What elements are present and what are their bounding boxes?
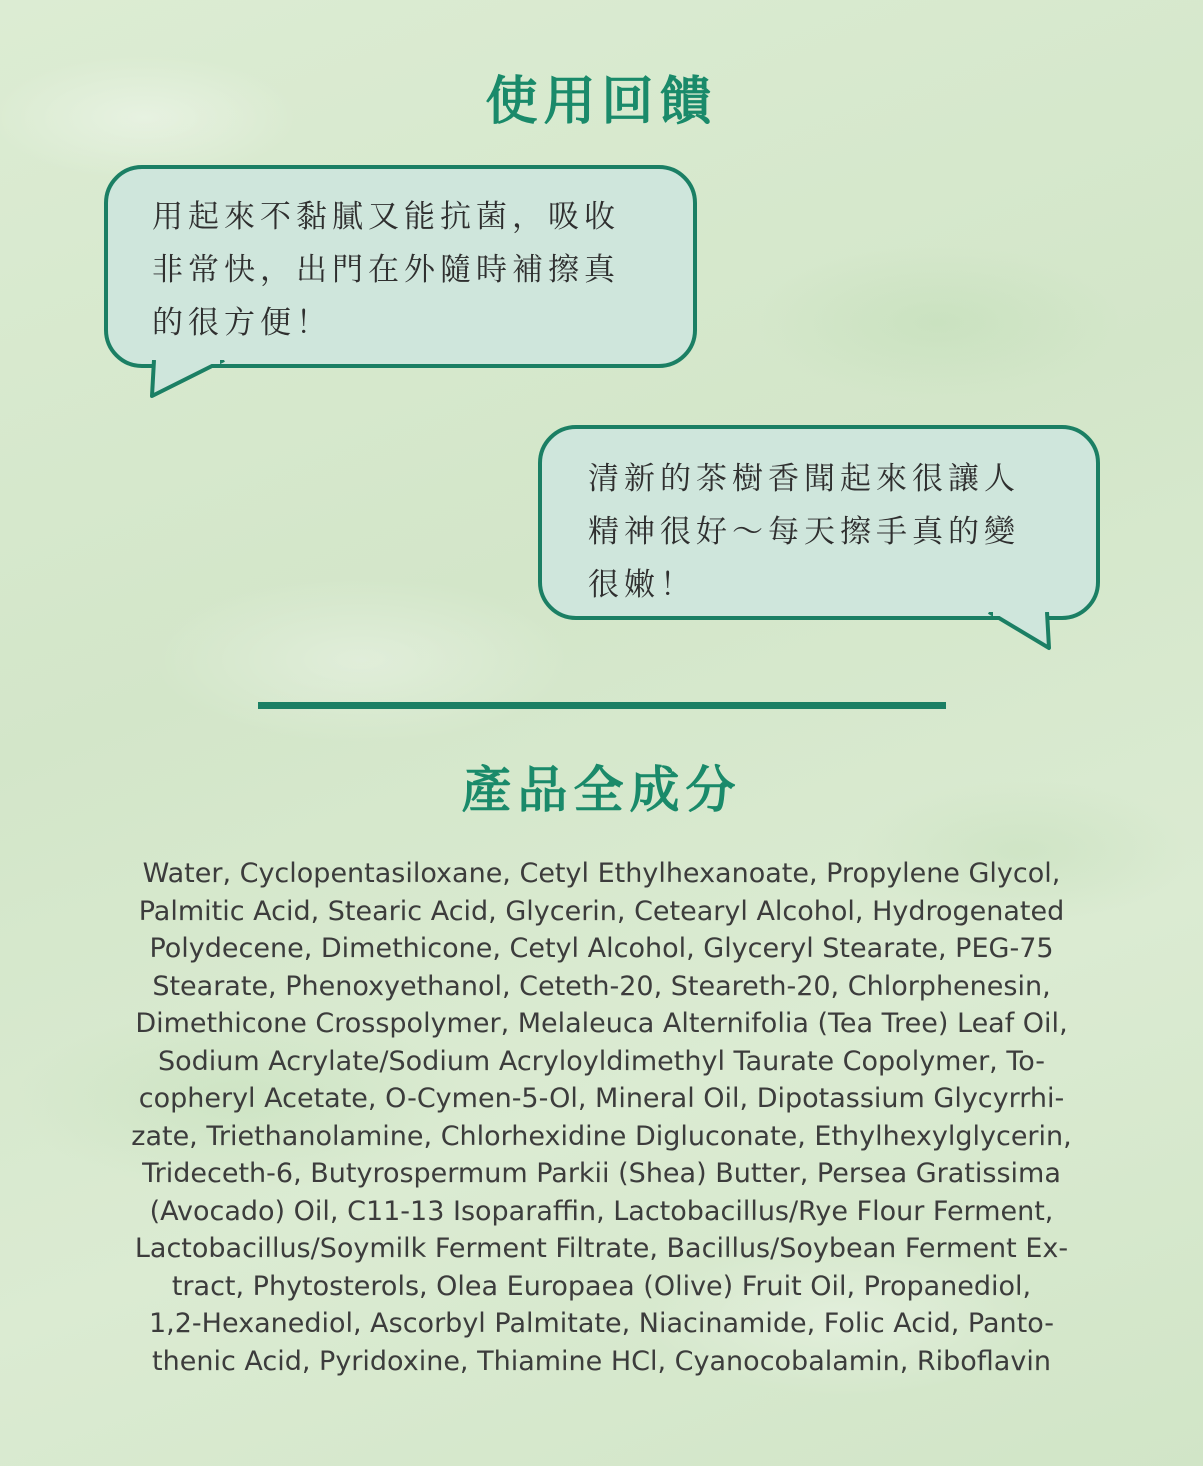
ingredients-section-title: 產品全成分 <box>461 761 742 819</box>
section-divider <box>258 702 946 709</box>
feedback-2-text: 清新的茶樹香聞起來很讓人 精神很好～每天擦手真的變 很嫩！ <box>588 461 1020 603</box>
speech-bubble-tail-1 <box>146 360 236 402</box>
speech-bubble-feedback-1 <box>104 165 697 368</box>
speech-bubble-tail-2 <box>985 612 1060 652</box>
speech-bubble-feedback-2 <box>538 425 1100 620</box>
feedback-section-title: 使用回饋 <box>485 72 718 132</box>
ingredients-list: Water, Cyclopentasiloxane, Cetyl Ethylhexanoate, Propylene Glycol, Palmitic Acid, Stearic Acid, Glycerin, Cetearyl Alcohol, Hydrogenated Polydecene, Dimethicone, Cetyl Alcohol, Glyceryl Stearate, PEG-75 Stearate, Phenoxyethanol, Ceteth-20, Steareth-20, Chlorphenesin, Dimethicone Crosspolymer, Melaleuca Alternifolia (Tea Tree) Leaf Oil, Sodium Acrylate/Sodium Acryloyldimethyl Taurate Copolymer, To- copheryl Acetate, O-Cymen-5-Ol, Mineral Oil, Dipotassium Glycyrrhi- zate, Triethanolamine, Chlorhexidine Digluconate, Ethylhexylglycerin, Trideceth-6, Butyrospermum Parkii (Shea) Butter, Persea Gratissima (Avocado) Oil, C11-13 Isoparaffin, Lactobacillus/Rye Flour Ferment, Lactobacillus/Soymilk Ferment Filtrate, Bacillus/Soybean Ferment Ex- tract, Phytosterols, Olea Europaea (Olive) Fruit Oil, Propanediol, 1,2-Hexanediol, Ascorbyl Palmitate, Niacinamide, Folic Acid, Panto- thenic Acid, Pyridoxine, Thiamine HCl, Cyanocobalamin, Riboflavin <box>131 858 1072 1377</box>
feedback-1-text: 用起來不黏膩又能抗菌，吸收 非常快，出門在外隨時補擦真 的很方便！ <box>152 199 620 341</box>
